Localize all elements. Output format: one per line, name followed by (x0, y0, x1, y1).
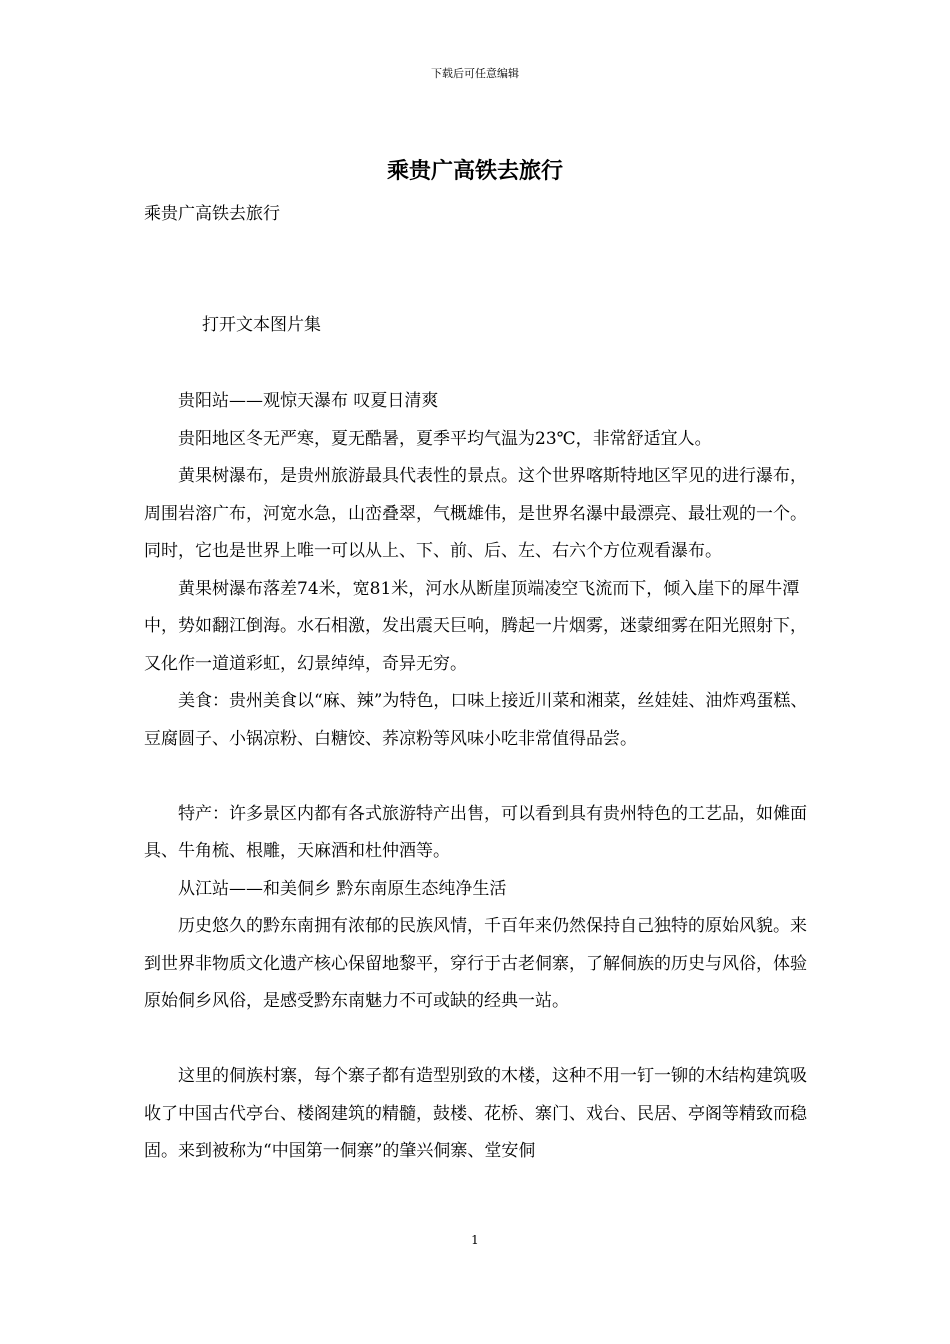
blank-line (144, 758, 814, 796)
paragraph: 贵阳地区冬无严寒，夏无酷暑，夏季平均气温为23℃，非常舒适宜人。 (178, 428, 712, 449)
paragraph: 历史悠久的黔东南拥有浓郁的民族风情，千百年来仍然保持自己独特的原始风貌。来到世界非物质文化遗产核心保留地黎平，穿行于古老侗寨，了解侗族的历史与风俗，体验原始侗乡风俗，是感受黔东南魅力不可或缺的经典一站。 (144, 916, 807, 1011)
blank-line (144, 1021, 814, 1059)
paragraph: 美食：贵州美食以“麻、辣”为特色，口味上接近川菜和湘菜，丝娃娃、油炸鸡蛋糕、豆腐圆子、小锅凉粉、白糖饺、荞凉粉等风味小吃非常值得品尝。 (144, 691, 808, 749)
section-heading-guiyang: 贵阳站——观惊天瀑布 叹夏日清爽 (178, 391, 439, 411)
paragraph: 黄果树瀑布，是贵州旅游最具代表性的景点。这个世界喀斯特地区罕见的进行瀑布，周围岩溶广布，河宽水急，山峦叠翠，气概雄伟，是世界名瀑中最漂亮、最壮观的一个。同时，它也是世界上唯一可以从上、下、前、后、左、右六个方位观看瀑布。 (144, 466, 807, 561)
page-header-note: 下载后可任意编辑 (431, 67, 519, 80)
document-subtitle: 乘贵广高铁去旅行 (144, 204, 280, 224)
open-gallery-link[interactable]: 打开文本图片集 (202, 315, 321, 335)
page-number: 1 (471, 1233, 479, 1247)
paragraph: 黄果树瀑布落差74米，宽81米，河水从断崖顶端凌空飞流而下，倾入崖下的犀牛潭中，势如翻江倒海。水石相激，发出震天巨响，腾起一片烟雾，迷蒙细雾在阳光照射下，又化作一道道彩虹，幻景绰绰，奇异无穷。 (144, 578, 807, 674)
document-title: 乘贵广高铁去旅行 (386, 158, 563, 184)
section-heading-congjiang: 从江站——和美侗乡 黔东南原生态纯净生活 (178, 878, 507, 899)
paragraph: 这里的侗族村寨，每个寨子都有造型别致的木楼，这种不用一钉一铆的木结构建筑吸收了中国古代亭台、楼阁建筑的精髓，鼓楼、花桥、寨门、戏台、民居、亭阁等精致而稳固。来到被称为“中国第一侗寨”的肇兴侗寨、堂安侗 (144, 1066, 807, 1161)
article-body (144, 383, 814, 1171)
paragraph: 特产：许多景区内都有各式旅游特产出售，可以看到具有贵州特色的工艺品，如傩面具、牛角梳、根雕，天麻酒和杜仲酒等。 (144, 803, 807, 861)
